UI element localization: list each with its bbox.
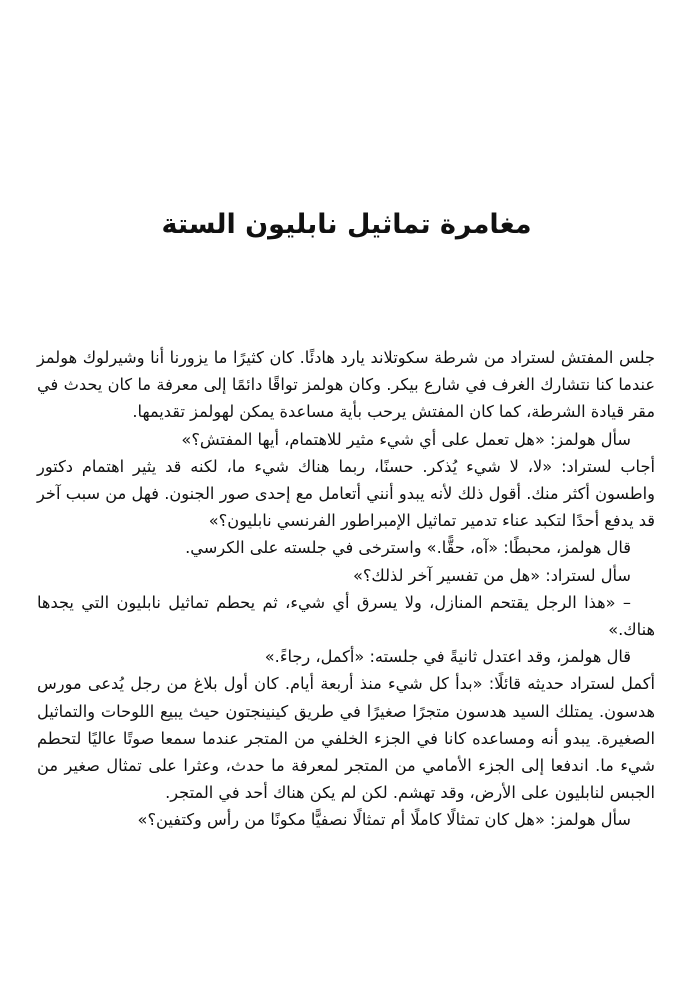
paragraph: سأل هولمز: «هل تعمل على أي شيء مثير للاهتمام، أيها المفتش؟» [181,429,631,449]
paragraph: سأل هولمز: «هل كان تمثالًا كاملًا أم تمثالًا نصفيًّا مكونًا من رأس وكتفين؟» [137,810,631,830]
paragraph: قال هولمز، محبطًا: «آه، حقًّا.» واسترخى في جلسته على الكرسي. [185,538,631,558]
paragraph: جلس المفتش لستراد من شرطة سكوتلاند يارد هادئًا. كان كثيرًا ما يزورنا أنا وشيرلوك هولمز عندما كنا نتشارك الغرف في شارع بيكر. وكان هولمز تواقًا دائمًا إلى معرفة ما كان يحدث في مقر قيادة الشرطة، كما كان المفتش يرحب بأية مساعدة يمكن لهولمز تقديمها. [37,348,655,422]
paragraph: أجاب لستراد: «لا، لا شيء يُذكر. حسنًا، ربما هناك شيء ما، لكنه قد يثير اهتمام دكتور واطسون أكثر منك. أقول ذلك لأنه يبدو أنني أتعامل مع إحدى صور الجنون. فهل من سبب آخر قد يدفع أحدًا لتكبد عناء تدمير تماثيل الإمبراطور الفرنسي نابليون؟» [37,456,655,531]
paragraph: قال هولمز، وقد اعتدل ثانيةً في جلسته: «أكمل، رجاءً.» [264,647,631,667]
paragraph: سأل لستراد: «هل من تفسير آخر لذلك؟» [352,565,631,585]
paragraph: أكمل لستراد حديثه قائلًا: «بدأ كل شيء منذ أربعة أيام. كان أول بلاغ من رجل يُدعى مورس هدسون. يمتلك السيد هدسون متجرًا صغيرًا في طريق كينينجتون حيث يبيع اللوحات والتماثيل الصغيرة. يبدو أنه ومساعده كانا في الجزء الخلفي من المتجر عندما سمعا صوتًا عاليًا لتحطم شيء ما. اندفعا إلى الجزء الأمامي من المتجر لمعرفة ما حدث، وعثرا على تمثال صغير من الجبس لنابليون على الأرض، وقد تهشم. لكن لم يكن هناك أحد في المتجر. [37,674,655,803]
body-text [37,344,655,834]
paragraph: – «هذا الرجل يقتحم المنازل، ولا يسرق أي شيء، ثم يحطم تماثيل نابليون التي يجدها هناك.» [37,592,655,640]
chapter-title: مغامرة تماثيل نابليون الستة [161,209,532,240]
